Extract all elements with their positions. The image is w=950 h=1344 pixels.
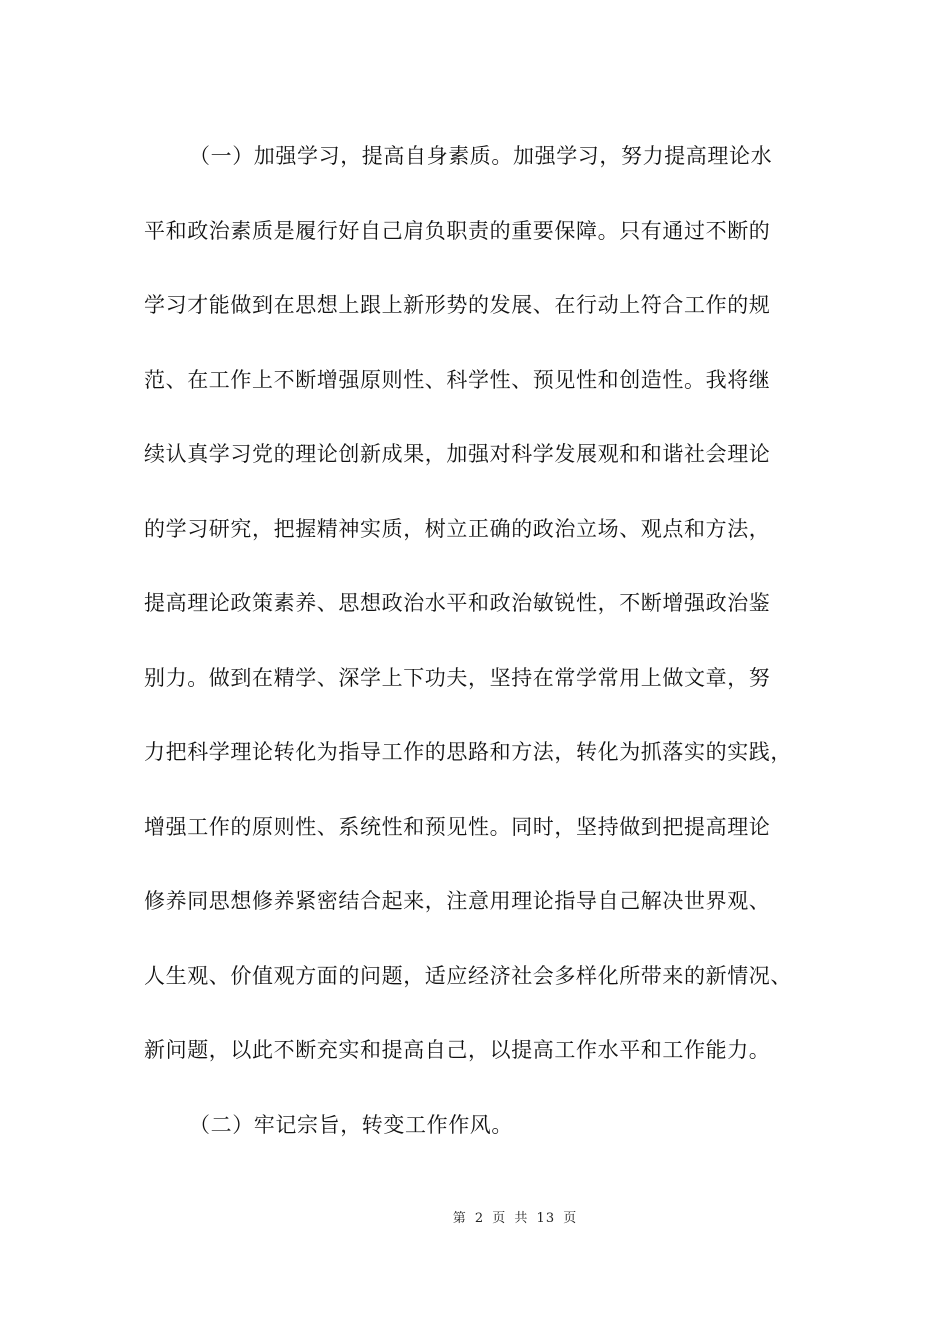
page-number-footer: 第 2 页 共 13 页	[452, 1211, 578, 1226]
paragraph-1-line-5: 续认真学习党的理论创新成果，加强对科学发展观和和谐社会理论	[144, 442, 771, 466]
paragraph-1-line-3: 学习才能做到在思想上跟上新形势的发展、在行动上符合工作的规	[144, 293, 771, 317]
paragraph-1-line-12: 人生观、价值观方面的问题，适应经济社会多样化所带来的新情况、	[144, 963, 792, 988]
paragraph-1-line-8: 别力。做到在精学、深学上下功夫，坚持在常学常用上做文章，努	[144, 665, 771, 690]
paragraph-1-line-7: 提高理论政策素养、思想政治水平和政治敏锐性，不断增强政治鉴	[144, 591, 771, 615]
paragraph-1-line-6: 的学习研究，把握精神实质，树立正确的政治立场、观点和方法，	[144, 516, 771, 541]
paragraph-1-line-9: 力把科学理论转化为指导工作的思路和方法，转化为抓落实的实践，	[144, 740, 792, 764]
paragraph-1-line-4: 范、在工作上不断增强原则性、科学性、预见性和创造性。我将继	[144, 367, 771, 392]
paragraph-1-line-1: （一）加强学习，提高自身素质。加强学习，努力提高理论水	[189, 144, 773, 168]
document-body	[144, 134, 814, 1177]
paragraph-1-line-13: 新问题，以此不断充实和提高自己，以提高工作水平和工作能力。	[144, 1038, 771, 1062]
paragraph-1-line-2: 平和政治素质是履行好自己肩负职责的重要保障。只有通过不断的	[144, 218, 771, 243]
paragraph-1-line-11: 修养同思想修养紧密结合起来，注意用理论指导自己解决世界观、	[144, 889, 771, 913]
paragraph-1-line-10: 增强工作的原则性、系统性和预见性。同时，坚持做到把提高理论	[144, 814, 771, 839]
section-heading-2: （二）牢记宗旨，转变工作作风。	[189, 1112, 513, 1137]
